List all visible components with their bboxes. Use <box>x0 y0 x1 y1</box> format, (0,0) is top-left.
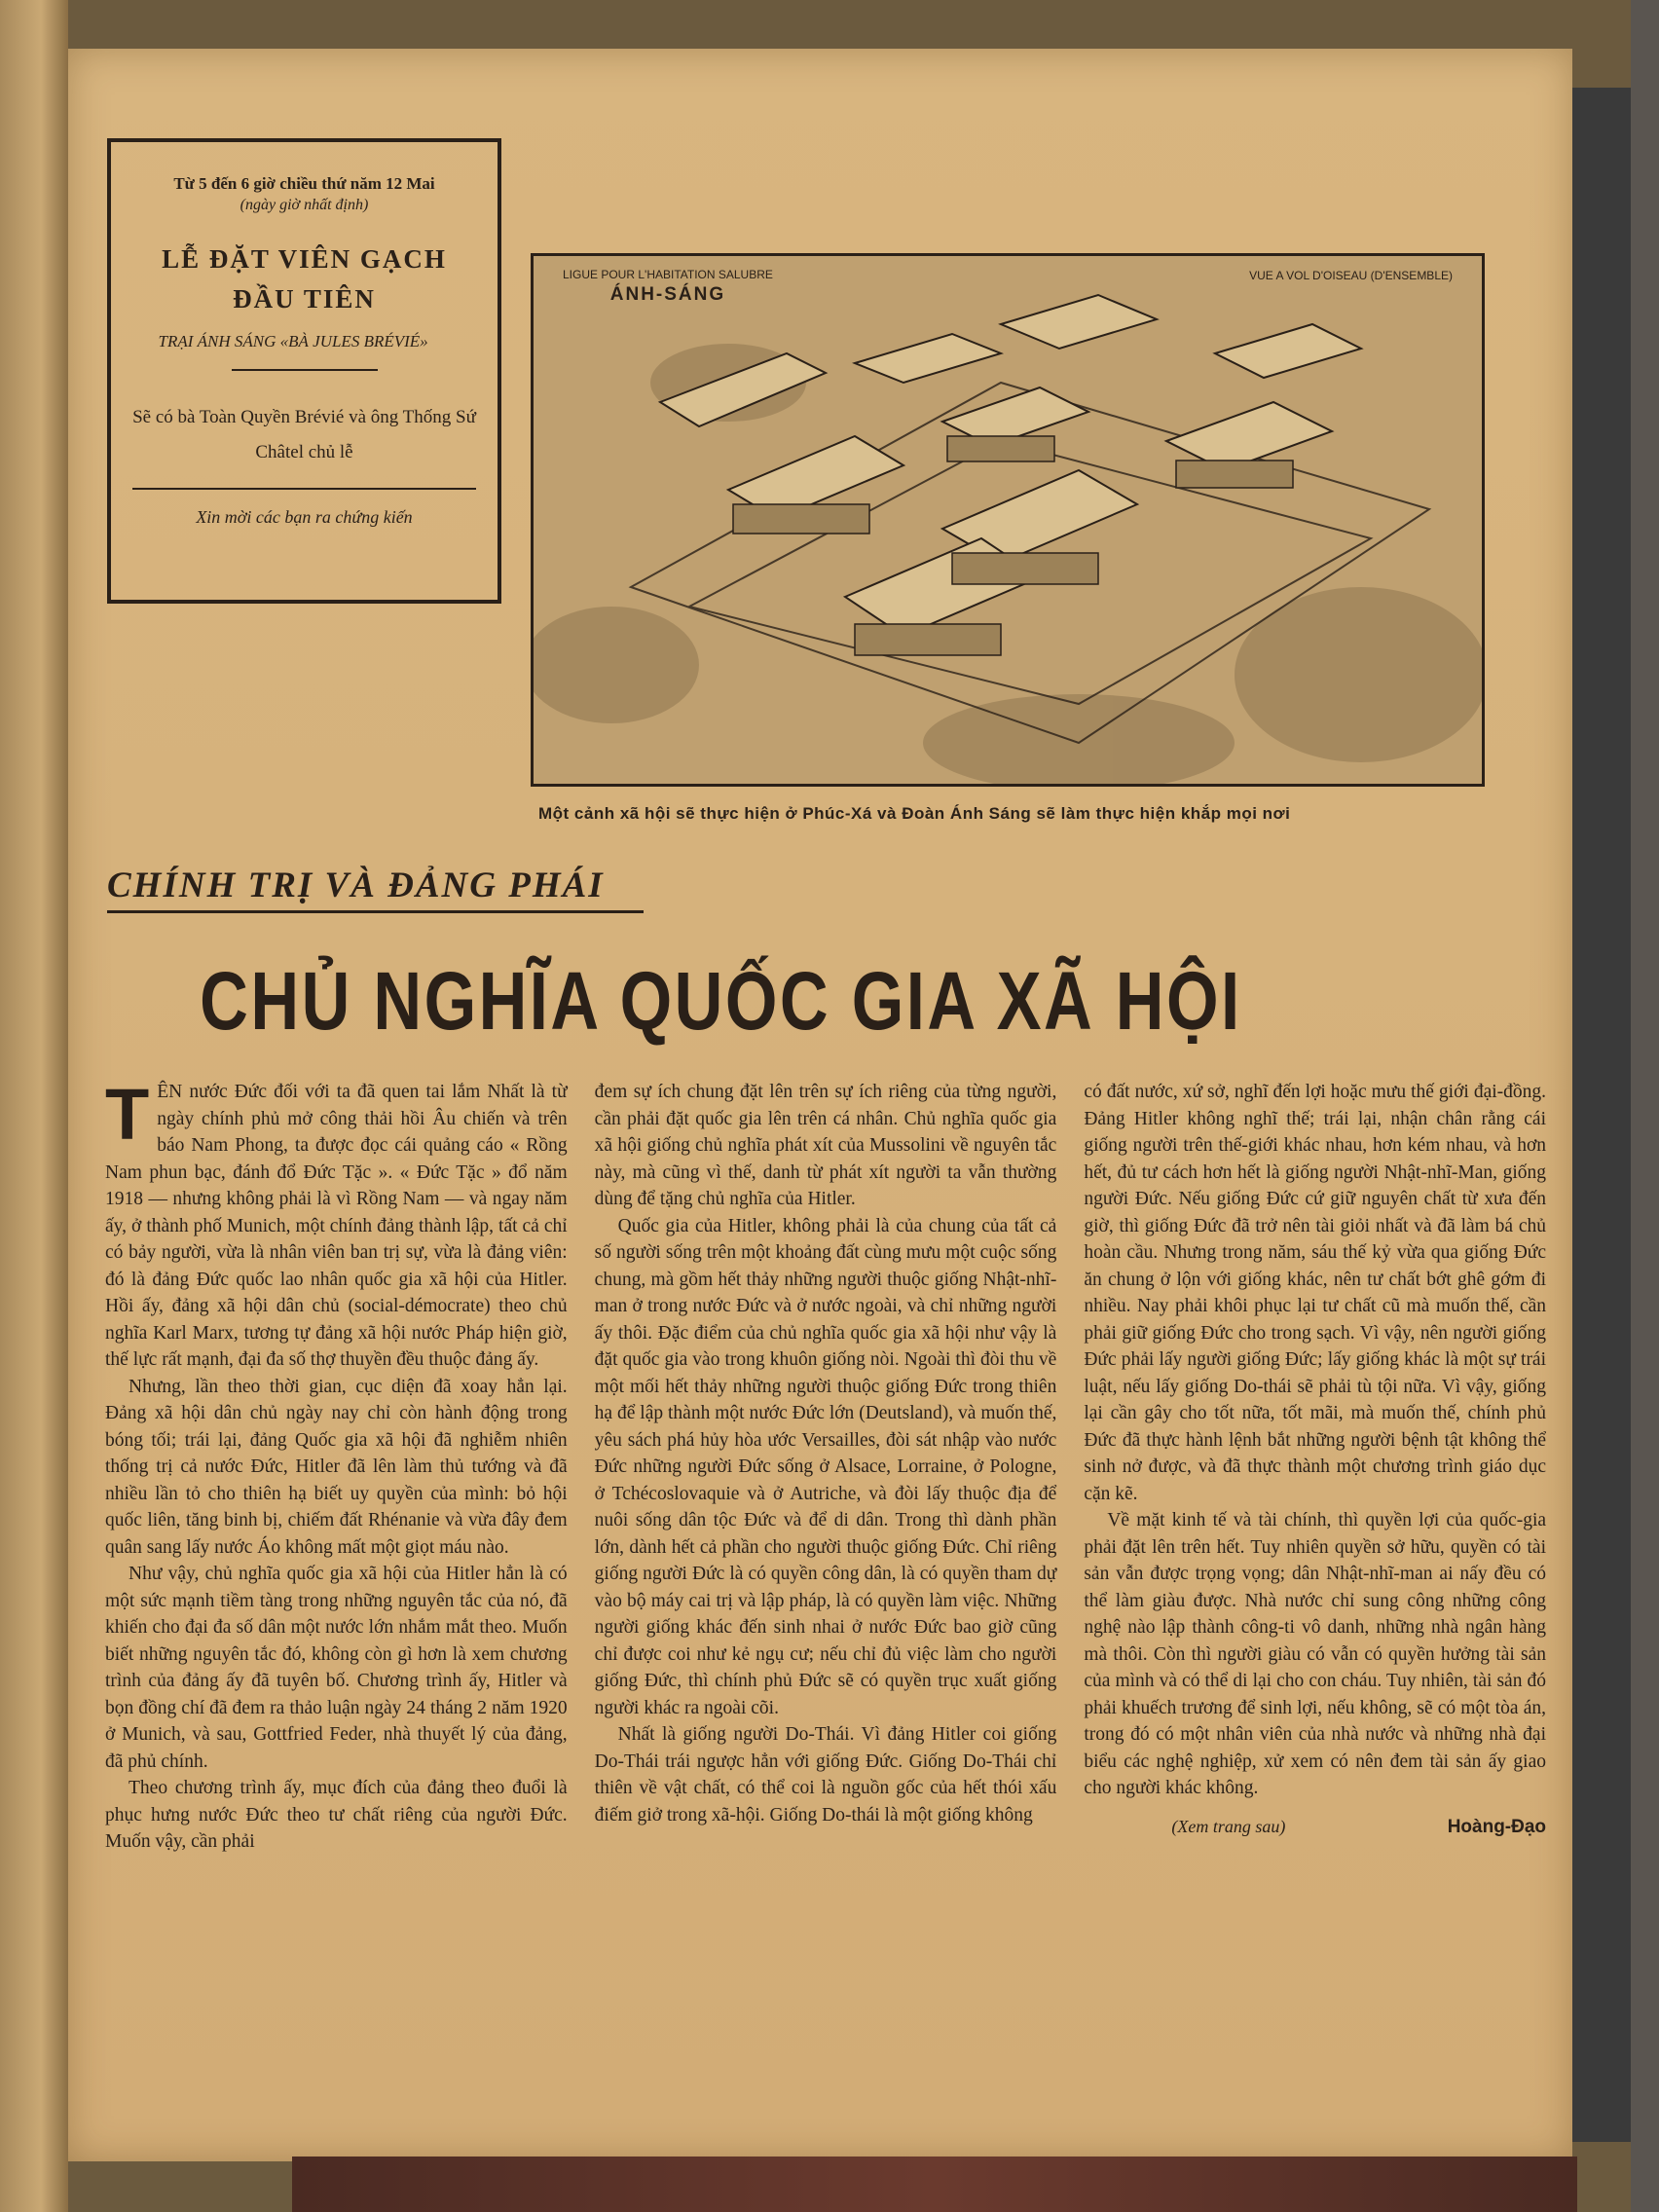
section-label: CHÍNH TRỊ VÀ ĐẢNG PHÁI <box>107 865 644 913</box>
article-column-3 <box>1084 1079 1546 2052</box>
announcement-camp: TRẠI ÁNH SÁNG «BÀ JULES BRÉVIÉ» <box>232 332 378 371</box>
drop-cap: T <box>105 1074 150 1155</box>
paragraph: có đất nước, xứ sở, nghĩ đến lợi hoặc mưu thế giới đại-đồng. Đảng Hitler không nghĩ thế; trái lại, nhận chân rằng cái giống người trên thế-giới khác nhau, hơn kém nhau, và hơn hết, đủ tư cách hơn hết là giống người Nhật-nhĩ-Man, giống người Đức. Nếu giống Đức cứ giữ nguyên chất từ xưa đến giờ, thì giống Đức đã trở nên tài giỏi nhất và đã làm bá chủ hoàn cầu. Nhưng trong năm, sáu thế kỷ vừa qua giống Đức ăn chung ở lộn với giống khác, nên tư chất bớt ghê gớm đi nhiều. Nay phải khôi phục lại tư chất cũ mà muốn thế, cần phải giữ giống Đức cho trong sạch. Vì vậy, nên người giống Đức phải lấy người giống Đức; lấy giống khác là một sự trái luật, nếu lấy giống Do-thái sẽ phải tù tội nữa. Vì vậy, giống lại cần gây cho tốt nữa, tốt mãi, mà muốn thế, chính phủ Đức đã thực hành lệnh bắt những người bệnh tật không thể sinh nở được, và đã thực thành một chương trình giáo dục cặn kẽ. <box>1084 1082 1547 1504</box>
author-name: Hoàng-Đạo <box>1447 1816 1547 1837</box>
paragraph: Về mặt kinh tế và tài chính, thì quyền lợi của quốc-gia phải đặt lên trên hết. Tuy nhiên quyền sở hữu, quyền có tài sản vẫn được trọng vọng; dân Nhật-nhĩ-man ai nấy đều có thể làm giàu được. Nhà nước chỉ sung công những công nghệ nào lập thành công-ti vô danh, những nhà ngân hàng mà thôi. Còn thì người giàu có vẫn có quyền hưởng tài sản của mình và có thể di lại cho con cháu. Tuy nhiên, tài sản đó phải khuếch trương để sinh lợi, nếu không, sẽ có một tòa án, trong đó có một nhân viên của nhà nước và những nhà đại biểu các nghệ nghiệp, xử xem có nên đem tài sản ấy giao cho người khác không. <box>1084 1510 1547 1798</box>
article-column-2 <box>595 1079 1057 2052</box>
announcement-date: Từ 5 đến 6 giờ chiều thứ năm 12 Mai <box>173 174 435 193</box>
headline: CHỦ NGHĨA QUỐC GIA XÃ HỘI <box>200 955 1242 1047</box>
paragraph: đem sự ích chung đặt lên trên sự ích riêng của từng người, cần phải đặt quốc gia lên trên cá nhân. Chủ nghĩa quốc gia xã hội giống chủ nghĩa phát xít của Mussolini về nguyên tắc này, mà cũng vì thế, danh từ phát xít người ta vẫn thường dùng để tặng chủ nghĩa của Hitler. <box>594 1082 1057 1209</box>
article-column-1 <box>105 1074 568 2052</box>
paragraph: TÊN nước Đức đối với ta đã quen tai lắm Nhất là từ ngày chính phủ mở công thải hồi Âu chiến và trên báo Nam Phong, ta được đọc cái quảng cáo « Rồng Nam phun bạc, đánh đổ Đức Tặc ». « Đức Tặc » đổ năm 1918 — nhưng không phải là vì Rồng Nam — và ngay năm ấy, ở thành phố Munich, một chính đảng thành lập, tất cả chỉ có bảy người, vừa là nhân viên ban trị sự, vừa là đảng viên: đó là đảng Đức quốc lao nhân quốc gia xã hội của Hitler. Hồi ấy, đảng xã hội dân chủ (social-démocrate) theo chủ nghĩa Karl Marx, tương tự đảng xã hội nước Pháp hiện giờ, thế lực rất mạnh, đại đa số thợ thuyền đều thuộc đảng ấy. <box>105 1074 568 1370</box>
paragraph: Theo chương trình ấy, mục đích của đảng theo đuổi là phục hưng nước Đức theo tư chất riêng của người Đức. Muốn vậy, cần phải <box>105 1778 568 1852</box>
paragraph: Như vậy, chủ nghĩa quốc gia xã hội của Hitler hẳn là có một sức mạnh tiềm tàng trong những nguyên tắc của nó, đã khiến cho đại đa số dân một nước lớn nhắm mắt theo. Muốn biết những nguyên tắc đó, không còn gì hơn là xem chương trình của đảng ấy đã tuyên bố. Chương trình ấy, Hitler và bọn đồng chí đã đem ra thảo luận ngày 24 tháng 2 năm 1920 ở Munich, và sau, Gottfried Feder, nhà thuyết lý của đảng, đã phủ chính. <box>105 1564 568 1772</box>
housing-sketch-image <box>534 256 1485 787</box>
bottom-page-strip <box>292 2157 1577 2212</box>
announcement-date-note: (ngày giờ nhất định) <box>240 196 369 213</box>
announcement-box <box>107 138 501 604</box>
illustration-ligue-label: LIGUE POUR L'HABITATION SALUBRE ÁNH-SÁNG <box>563 268 773 307</box>
left-page-edge <box>0 0 68 2212</box>
aerial-illustration <box>531 253 1485 787</box>
paragraph: Nhất là giống người Do-Thái. Vì đảng Hitler coi giống Do-Thái trái ngược hẳn với giống Đức. Giống Do-Thái chỉ thiên về vật chất, có thể coi là nguồn gốc của hết thói xấu điếm giở trong xã-hội. Giống Do-thái là một giống không <box>594 1724 1057 1825</box>
announcement-event-line1: LỄ ĐẶT VIÊN GẠCH <box>162 243 447 274</box>
table-background <box>1631 0 1659 2212</box>
illustration-brand: ÁNH-SÁNG <box>609 283 726 305</box>
announcement-invite: Xin mời các bạn ra chứng kiến <box>196 507 413 528</box>
book-binding-edge <box>1572 88 1631 2142</box>
article-body <box>105 1074 1547 2052</box>
paragraph: Quốc gia của Hitler, không phải là của chung của tất cả số người sống trên một khoảng đất cùng mưu một cuộc sống chung, mà gồm hết thảy những người thuộc giống Nhật-nhĩ-man ở trong nước Đức và ở nước ngoài, và chỉ những người ấy thôi. Đặc điểm của chủ nghĩa quốc gia xã hội như vậy là đặt quốc gia vào trong khuôn giống nòi. Ngoài thì đòi thu về một mối hết thảy những người thuộc giống Đức trong thiên hạ để lập thành một nước Đức lớn (Deutsland), và muốn thế, yêu sách phá hủy hòa ước Versailles, đòi sát nhập vào nước Đức những người Đức sống ở Alsace, Lorraine, ở Pologne, ở Tchécoslovaquie và ở Autriche, và đòi lấy thuộc địa để nuôi sống dân tộc Đức và để di dân. Trong thì dành phần lớn, dành hết cả phần cho người thuộc giống Đức. Chỉ riêng giống người Đức là có quyền công dân, là có quyền tham dự vào bộ máy cai trị và lập pháp, là có quyền làm việc. Những người giống khác đến sinh nhai ở nước Đức bao giờ cũng chỉ được coi như kẻ ngụ cư; nếu chỉ đủ việc làm cho người giống Đức, thì chính phủ Đức sẽ có quyền trục xuất giống người khác ra ngoài cõi. <box>594 1215 1057 1718</box>
announcement-guests: Sẽ có bà Toàn Quyền Brévié và ông Thống Sứ Châtel chủ lễ <box>132 400 476 490</box>
announcement-event-line2: ĐẦU TIÊN <box>233 284 376 314</box>
see-next-page: (Xem trang sau) <box>1171 1816 1286 1836</box>
paragraph: Nhưng, lần theo thời gian, cục diện đã xoay hẳn lại. Đảng xã hội dân chủ ngày nay chỉ còn hành động trong bóng tối; trái lại, đảng Quốc gia xã hội đã nghiễm nhiên thống trị cả nước Đức, Hitler đã lên làm thủ tướng và đã nhiều lần tỏ cho thiên hạ biết uy quyền của mình: bỏ hội quốc liên, tăng binh bị, chiếm đất Rhénanie và vừa đây đem quân sang lấy nước Áo không mất một giọt máu nào. <box>105 1376 568 1558</box>
illustration-caption: Một cảnh xã hội sẽ thực hiện ở Phúc-Xá và Đoàn Ánh Sáng sẽ làm thực hiện khắp mọi nơi <box>538 804 1291 823</box>
article-footer <box>1084 1814 1546 1841</box>
illustration-view-label: VUE A VOL D'OISEAU (D'ENSEMBLE) <box>1249 269 1453 282</box>
